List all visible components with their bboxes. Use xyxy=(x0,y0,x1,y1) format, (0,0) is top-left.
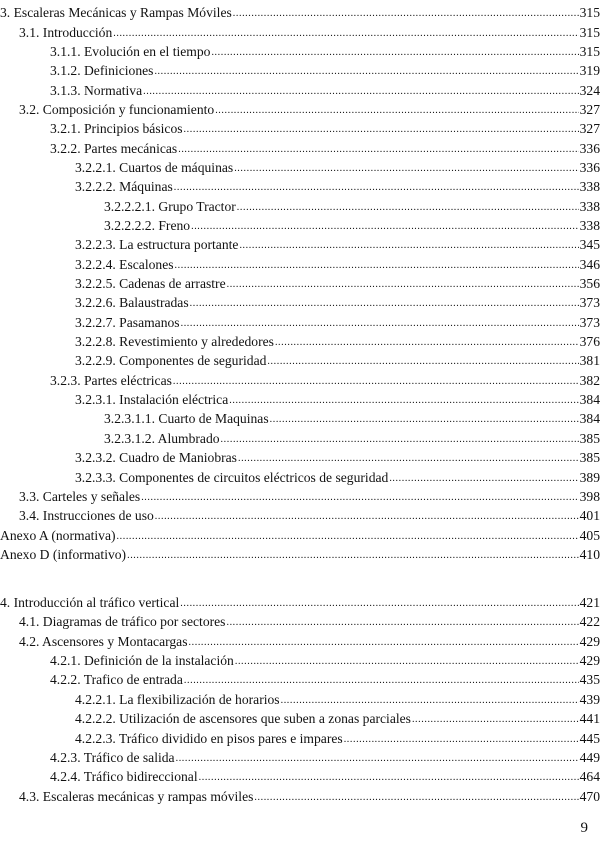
toc-entry-title: Anexo D (informativo) xyxy=(0,547,127,562)
toc-entry xyxy=(0,195,600,215)
toc-entry-title: 4.2.2.1. La flexibilización de horarios xyxy=(75,692,280,707)
toc-entry-page: 429 xyxy=(579,653,600,668)
toc-entry-page: 385 xyxy=(579,450,600,465)
dot-leader xyxy=(275,334,579,350)
dot-leader xyxy=(117,528,579,544)
toc-entry-page: 356 xyxy=(579,276,600,291)
dot-leader xyxy=(180,595,578,611)
toc-entry-page: 324 xyxy=(579,83,600,98)
toc-entry xyxy=(0,175,600,195)
dot-leader xyxy=(113,25,578,41)
toc-entry-page: 373 xyxy=(579,295,600,310)
toc-entry-page: 410 xyxy=(579,547,600,562)
toc-entry-page: 346 xyxy=(579,257,600,272)
toc-entry-page: 345 xyxy=(579,237,600,252)
toc-entry-title: 4.2.1. Definición de la instalación xyxy=(50,653,234,668)
dot-leader xyxy=(215,102,578,118)
toc-entry-title: 4.2.3. Tráfico de salida xyxy=(50,750,175,765)
toc-entry-page: 422 xyxy=(579,614,600,629)
toc-entry-title: 3.2.2.2.2. Freno xyxy=(104,218,191,233)
toc-entry-title: Anexo A (normativa) xyxy=(0,528,116,543)
toc-entry-title: 4.1. Diagramas de tráfico por sectores xyxy=(19,614,226,629)
toc-entry-title: 4.2.2.3. Tráfico dividido en pisos pares e impares xyxy=(75,731,343,746)
toc-entry-title: 3.3. Carteles y señales xyxy=(19,489,141,504)
toc-entry-title: 4.2.4. Tráfico bidireccional xyxy=(50,769,198,784)
dot-leader xyxy=(184,121,579,137)
toc-entry-page: 376 xyxy=(579,334,600,349)
dot-leader xyxy=(199,769,579,785)
toc-entry xyxy=(0,524,600,544)
toc-entry-page: 327 xyxy=(579,121,600,136)
toc-entry xyxy=(0,1,600,21)
dot-leader xyxy=(184,672,579,688)
toc-entry-title: 3. Escaleras Mecánicas y Rampas Móviles xyxy=(0,5,232,20)
toc-entry-title: 3.1.1. Evolución en el tiempo xyxy=(50,44,211,59)
toc-entry xyxy=(0,117,600,137)
dot-leader xyxy=(127,547,579,563)
toc-entry-title: 3.1. Introducción xyxy=(19,25,113,40)
toc-entry-title: 4.2. Ascensores y Montacargas xyxy=(19,634,188,649)
dot-leader xyxy=(174,179,579,195)
dot-leader xyxy=(235,653,579,669)
toc-entry-page: 464 xyxy=(579,769,600,784)
dot-leader xyxy=(229,392,578,408)
toc-entry-title: 3.2.2.7. Pasamanos xyxy=(75,315,180,330)
dot-leader xyxy=(191,218,579,234)
toc-entry-title: 3.2.3.3. Componentes de circuitos eléctricos de seguridad xyxy=(75,470,389,485)
toc-entry-page: 338 xyxy=(579,199,600,214)
toc-entry xyxy=(0,407,600,427)
toc-entry xyxy=(0,785,600,805)
toc-entry-page: 338 xyxy=(579,179,600,194)
dot-leader xyxy=(238,450,579,466)
toc-entry-title: 3.2.2.3. La estructura portante xyxy=(75,237,239,252)
dot-leader xyxy=(389,470,578,486)
toc-entry-title: 3.2.2.2. Máquinas xyxy=(75,179,173,194)
toc-entry xyxy=(0,630,600,650)
dot-leader xyxy=(141,489,578,505)
dot-leader xyxy=(155,508,579,524)
toc-entry xyxy=(0,466,600,486)
toc-entry xyxy=(0,137,600,157)
toc-entry-page: 381 xyxy=(579,353,600,368)
toc-entry-title: 4.2.2. Trafico de entrada xyxy=(50,672,183,687)
toc-entry-title: 3.4. Instrucciones de uso xyxy=(19,508,154,523)
toc-entry-title: 3.2.3.1. Instalación eléctrica xyxy=(75,392,229,407)
toc-entry xyxy=(0,233,600,253)
dot-leader xyxy=(211,44,578,60)
toc-entry-page: 439 xyxy=(579,692,600,707)
toc-entry xyxy=(0,504,600,524)
toc-entry-title: 3.2.1. Principios básicos xyxy=(50,121,183,136)
toc-entry-title: 3.2.2.9. Componentes de seguridad xyxy=(75,353,267,368)
toc-entry-title: 3.2.2.1. Cuartos de máquinas xyxy=(75,160,234,175)
toc-entry xyxy=(0,543,600,563)
toc-entry-page: 421 xyxy=(579,595,600,610)
dot-leader xyxy=(233,5,579,21)
dot-leader xyxy=(270,411,579,427)
toc-entry xyxy=(0,446,600,466)
toc-entry xyxy=(0,427,600,447)
toc-entry-page: 336 xyxy=(579,141,600,156)
toc-entry xyxy=(0,388,600,408)
dot-leader xyxy=(190,295,579,311)
toc-entry xyxy=(0,591,600,611)
toc-entry-page: 336 xyxy=(579,160,600,175)
toc-entry-page: 398 xyxy=(579,489,600,504)
toc-entry xyxy=(0,98,600,118)
dot-leader xyxy=(189,634,579,650)
toc-entry xyxy=(0,40,600,60)
toc-entry-page: 327 xyxy=(579,102,600,117)
toc-entry xyxy=(0,485,600,505)
toc-entry-page: 384 xyxy=(579,392,600,407)
toc-entry-page: 389 xyxy=(579,470,600,485)
dot-leader xyxy=(227,276,579,292)
dot-leader xyxy=(234,160,578,176)
dot-leader xyxy=(154,63,578,79)
toc-entry xyxy=(0,765,600,785)
toc-entry-title: 4.3. Escaleras mecánicas y rampas móviles xyxy=(19,789,254,804)
toc-entry-page: 315 xyxy=(579,25,600,40)
dot-leader xyxy=(175,257,579,273)
toc-entry xyxy=(0,311,600,331)
toc-entry xyxy=(0,253,600,273)
toc-entry-title: 4.2.2.2. Utilización de ascensores que suben a zonas parciales xyxy=(75,711,411,726)
toc-entry-title: 3.2.3. Partes eléctricas xyxy=(50,373,172,388)
toc-entry-title: 3.2.3.1.2. Alumbrado xyxy=(104,431,220,446)
toc-entry xyxy=(0,291,600,311)
dot-leader xyxy=(181,315,579,331)
toc-entry-page: 441 xyxy=(579,711,600,726)
page-number: 9 xyxy=(580,820,588,836)
toc-entry-page: 315 xyxy=(579,44,600,59)
toc-entry-page: 401 xyxy=(579,508,600,523)
toc-entry xyxy=(0,746,600,766)
toc-entry-page: 445 xyxy=(579,731,600,746)
toc-entry xyxy=(0,610,600,630)
dot-leader xyxy=(237,199,579,215)
dot-leader xyxy=(281,692,579,708)
toc-entry xyxy=(0,688,600,708)
toc-entry xyxy=(0,21,600,41)
toc-entry-page: 319 xyxy=(579,63,600,78)
dot-leader xyxy=(221,431,579,447)
toc-entry-page: 470 xyxy=(579,789,600,804)
toc-entry-page: 338 xyxy=(579,218,600,233)
toc-entry xyxy=(0,727,600,747)
toc-entry-page: 449 xyxy=(579,750,600,765)
dot-leader xyxy=(412,711,579,727)
toc-entry xyxy=(0,668,600,688)
toc-entry-title: 3.2. Composición y funcionamiento xyxy=(19,102,215,117)
toc-entry-title: 3.2.2.8. Revestimiento y alrededores xyxy=(75,334,274,349)
toc-entry-title: 4. Introducción al tráfico vertical xyxy=(0,595,180,610)
toc-entry-title: 3.2.2.6. Balaustradas xyxy=(75,295,189,310)
toc-entry-page: 429 xyxy=(579,634,600,649)
toc-entry xyxy=(0,214,600,234)
dot-leader xyxy=(176,750,579,766)
toc-entry-title: 3.2.2.5. Cadenas de arrastre xyxy=(75,276,226,291)
dot-leader xyxy=(344,731,579,747)
toc-entry xyxy=(0,330,600,350)
toc-entry-page: 373 xyxy=(579,315,600,330)
dot-leader xyxy=(178,141,578,157)
toc-entry-page: 385 xyxy=(579,431,600,446)
dot-leader xyxy=(143,83,578,99)
toc-entry-title: 3.2.2.4. Escalones xyxy=(75,257,174,272)
toc-entry xyxy=(0,59,600,79)
toc-entry xyxy=(0,156,600,176)
toc-entry xyxy=(0,272,600,292)
toc-entry-page: 435 xyxy=(579,672,600,687)
dot-leader xyxy=(267,353,578,369)
dot-leader xyxy=(226,614,578,630)
toc-entry-title: 3.2.2. Partes mecánicas xyxy=(50,141,178,156)
toc-entry-page: 405 xyxy=(579,528,600,543)
dot-leader xyxy=(239,237,578,253)
toc-entry-page: 384 xyxy=(579,411,600,426)
toc-entry xyxy=(0,707,600,727)
toc-entry-title: 3.2.2.2.1. Grupo Tractor xyxy=(104,199,236,214)
toc-entry-page: 315 xyxy=(579,5,600,20)
toc-entry xyxy=(0,79,600,99)
toc-entry xyxy=(0,649,600,669)
toc-entry xyxy=(0,349,600,369)
toc-entry-title: 3.2.3.1.1. Cuarto de Maquinas xyxy=(104,411,269,426)
toc-entry-title: 3.1.2. Definiciones xyxy=(50,63,154,78)
toc-entry-title: 3.2.3.2. Cuadro de Maniobras xyxy=(75,450,237,465)
toc-entry xyxy=(0,369,600,389)
toc-entry-page: 382 xyxy=(579,373,600,388)
toc-entry-title: 3.1.3. Normativa xyxy=(50,83,143,98)
dot-leader xyxy=(254,789,578,805)
dot-leader xyxy=(173,373,579,389)
